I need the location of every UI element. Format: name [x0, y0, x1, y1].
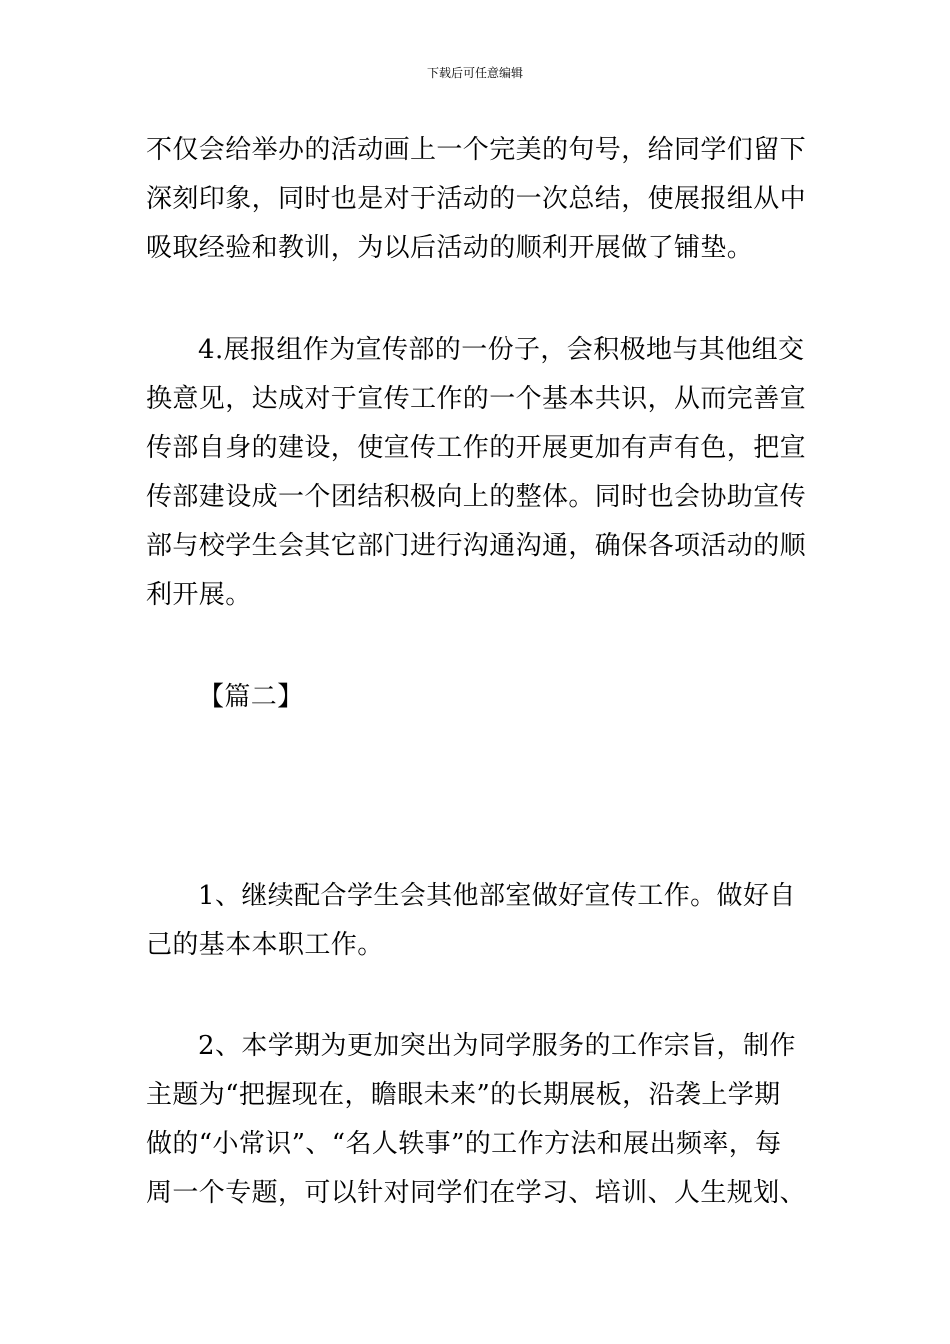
paragraph-item-1: 1、继续配合学生会其他部室做好宣传工作。做好自己的基本本职工作。	[146, 881, 796, 960]
paragraph-item-2: 2、本学期为更加突出为同学服务的工作宗旨，制作主题为“把握现在，瞻眼未来”的长期展板，沿袭上学期做的“小常识”、“名人轶事”的工作方法和展出频率，每周一个专题，可以针对同学们在学习、培训、人生规划、	[146, 1031, 807, 1208]
section-heading-part-two: 【篇二】	[198, 682, 304, 712]
paragraph-continuation: 不仅会给举办的活动画上一个完美的句号，给同学们留下深刻印象，同时也是对于活动的一次总结，使展报组从中吸取经验和教训，为以后活动的顺利开展做了铺垫。	[146, 135, 807, 263]
page-header-note: 下载后可任意编辑	[426, 66, 523, 80]
paragraph-item-4: 4.展报组作为宣传部的一份子，会积极地与其他组交换意见，达成对于宣传工作的一个基本共识，从而完善宣传部自身的建设，使宣传工作的开展更加有声有色，把宣传部建设成一个团结积极向上的整体。同时也会协助宣传部与校学生会其它部门进行沟通沟通，确保各项活动的顺利开展。	[146, 335, 807, 610]
